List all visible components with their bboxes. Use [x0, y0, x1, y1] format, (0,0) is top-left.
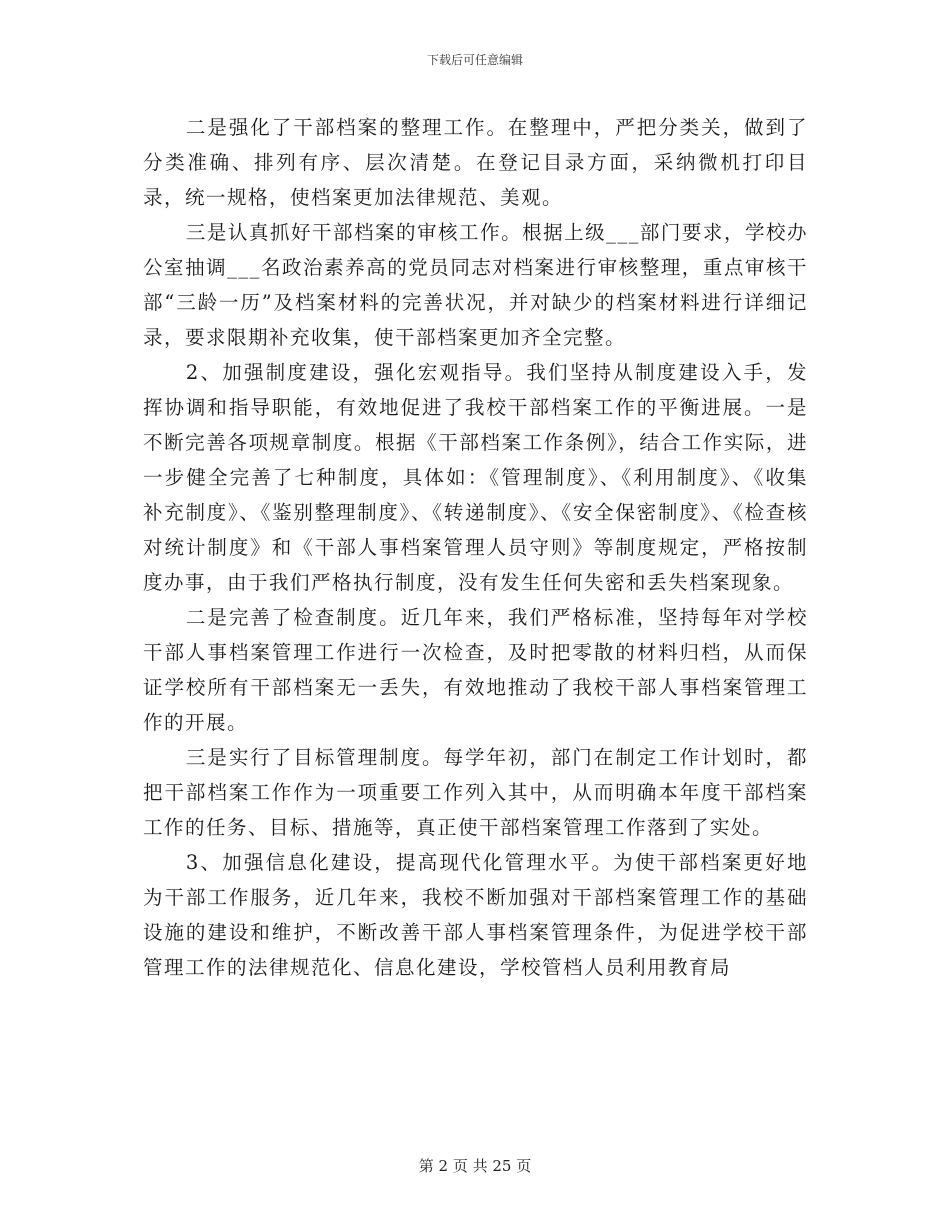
paragraph-3: 2、加强制度建设，强化宏观指导。我们坚持从制度建设入手，发挥协调和指导职能，有效地促进了我校干部档案工作的平衡进展。一是不断完善各项规章制度。根据《干部档案工作条例》，结合工作实际，进一步健全完善了七种制度，具体如：《管理制度》、《利用制度》、《收集补充制度》、《鉴别整理制度》、《转递制度》、《安全保密制度》、《检查核对统计制度》和《干部人事档案管理人员守则》等制度规定，严格按制度办事，由于我们严格执行制度，没有发生任何失密和丢失档案现象。 [143, 361, 808, 594]
page-number: 第 2 页 共 25 页 [418, 1157, 532, 1175]
paragraph-1: 二是强化了干部档案的整理工作。在整理中，严把分类关，做到了分类准确、排列有序、层次清楚。在登记目录方面，采纳微机打印目录，统一规格，使档案更加法律规范、美观。 [143, 116, 808, 209]
body-text [143, 110, 808, 985]
header-note: 下载后可任意编辑 [426, 53, 523, 67]
paragraph-6: 3、加强信息化建设，提高现代化管理水平。为使干部档案更好地为干部工作服务，近几年来，我校不断加强对干部档案管理工作的基础设施的建设和维护，不断改善干部人事档案管理条件，为促进学校干部管理工作的法律规范化、信息化建设，学校管档人员利用教育局 [143, 851, 808, 979]
paragraph-2: 三是认真抓好干部档案的审核工作。根据上级___部门要求，学校办公室抽调___名政治素养高的党员同志对档案进行审核整理，重点审核干部“三龄一历”及档案材料的完善状况，并对缺少的档案材料进行详细记录，要求限期补充收集，使干部档案更加齐全完整。 [143, 221, 808, 349]
paragraph-5: 三是实行了目标管理制度。每学年初，部门在制定工作计划时，都把干部档案工作作为一项重要工作列入其中，从而明确本年度干部档案工作的任务、目标、措施等，真正使干部档案管理工作落到了实处。 [143, 746, 808, 839]
paragraph-4: 二是完善了检查制度。近几年来，我们严格标准，坚持每年对学校干部人事档案管理工作进行一次检查，及时把零散的材料归档，从而保证学校所有干部档案无一丢失，有效地推动了我校干部人事档案管理工作的开展。 [143, 606, 808, 734]
